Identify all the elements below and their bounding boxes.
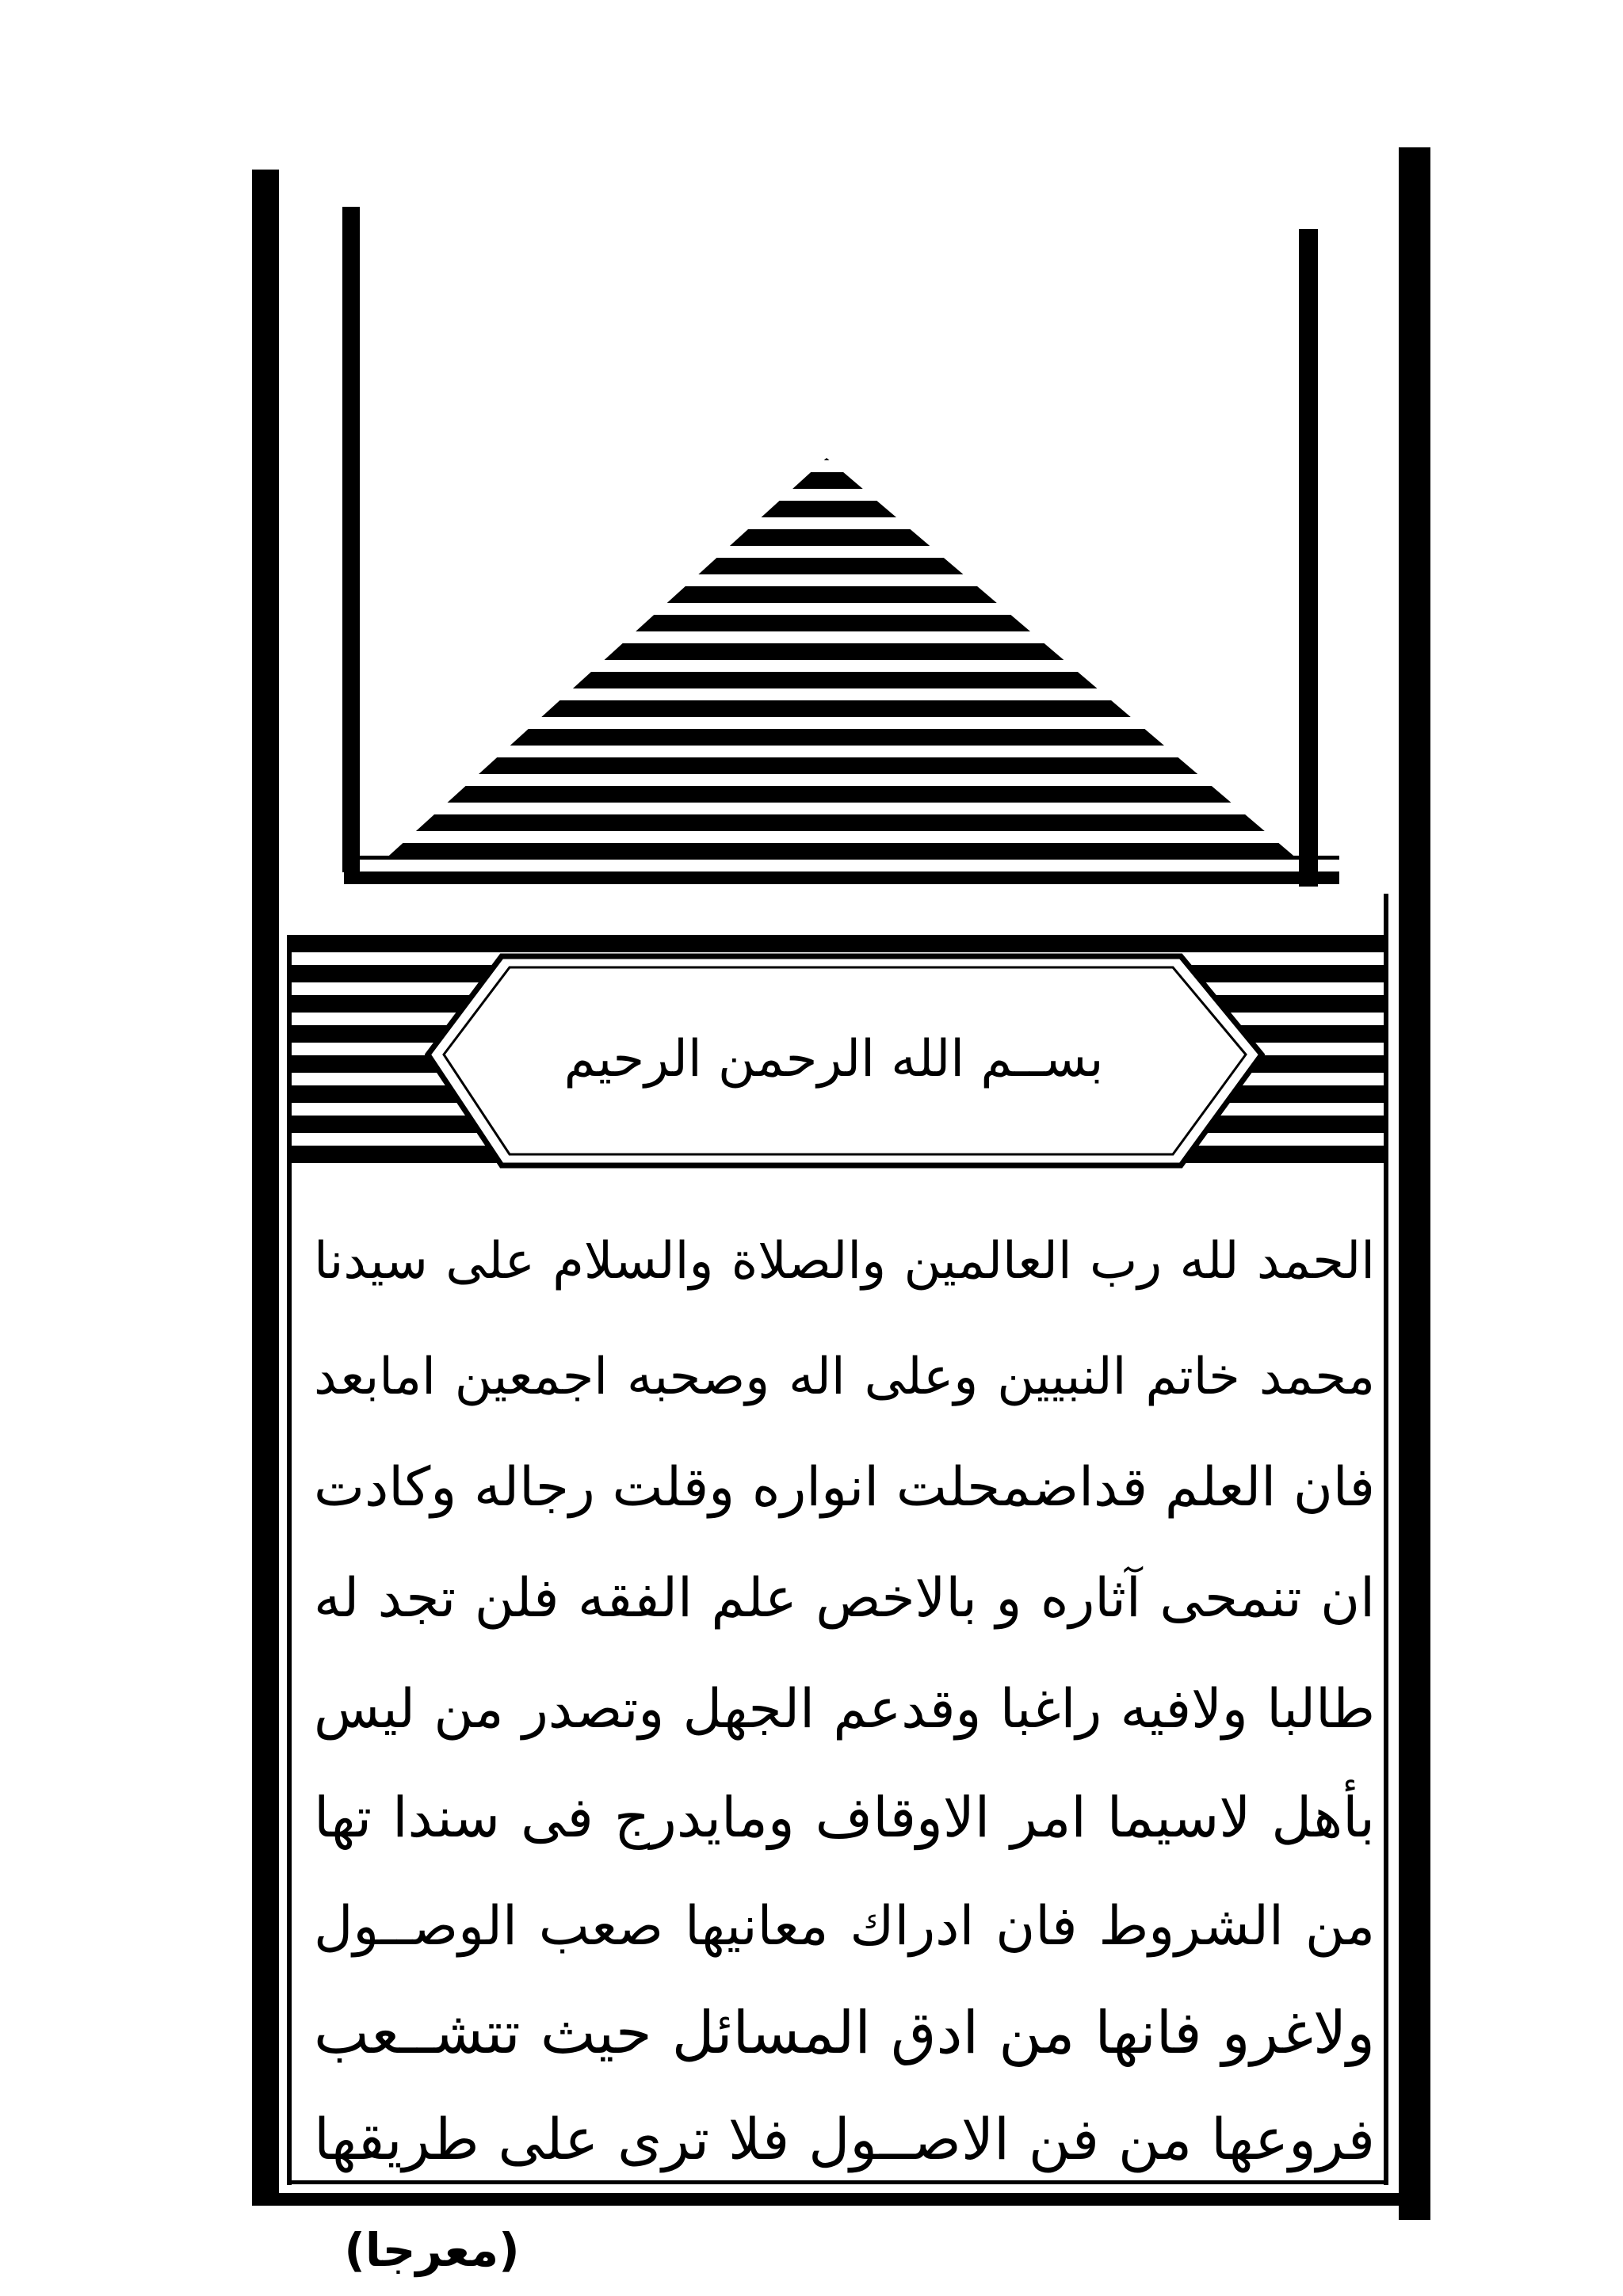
line-text: فان العلم قداضمحلت انواره وقلت رجاله وكادت	[314, 1456, 1375, 1519]
line-text: فروعها من فن الاصــول فلا ترى على طريقها	[314, 2106, 1375, 2172]
line-text: بأهل لاسيما امر الاوقاف ومايدرج فى سندا تها	[314, 1785, 1375, 1850]
line-text: ان تنمحى آثاره و بالاخص علم الفقه فلن تجد له	[314, 1567, 1375, 1630]
basmala-heading	[509, 1018, 1159, 1100]
text-line-2	[311, 1337, 1375, 1417]
catchword	[317, 2214, 547, 2286]
line-text: طالبا ولافيه راغبا وقدعم الجهل وتصدر من ليس	[314, 1678, 1375, 1741]
frame-right-thick-rule	[1399, 147, 1430, 2220]
frame-bottom-thin-rule	[287, 2180, 1388, 2184]
text-line-7	[311, 1887, 1375, 1966]
line-text: من الشروط فان ادراك معانيها صعب الوصــول	[314, 1895, 1375, 1958]
text-line-3	[311, 1448, 1375, 1527]
line-text: الحمد لله رب العالمين والصلاة والسلام على سيدنا	[314, 1232, 1375, 1291]
basmala-text: بســم الله الرحمن الرحيم	[563, 1030, 1104, 1089]
text-line-4	[311, 1559, 1375, 1638]
text-line-1	[311, 1222, 1375, 1301]
text-line-5	[311, 1670, 1375, 1749]
frame-bottom-thick-rule	[252, 2193, 1430, 2206]
pyramid-body	[365, 458, 1319, 878]
text-line-6	[311, 1778, 1375, 1857]
pyramid-ornament	[333, 444, 1347, 899]
text-line-8	[311, 1993, 1375, 2073]
catchword-text: (معرجا)	[344, 2223, 520, 2277]
line-text: محمد خاتم النبيين وعلى اله وصحبه اجمعين امابعد	[314, 1348, 1375, 1406]
frame-left-thick-rule	[252, 170, 279, 2199]
text-line-9	[311, 2100, 1375, 2179]
line-text: ولاغرو فانها من ادق المسائل حيث تتشــعب	[314, 1999, 1375, 2067]
pyramid-base	[344, 856, 1339, 884]
